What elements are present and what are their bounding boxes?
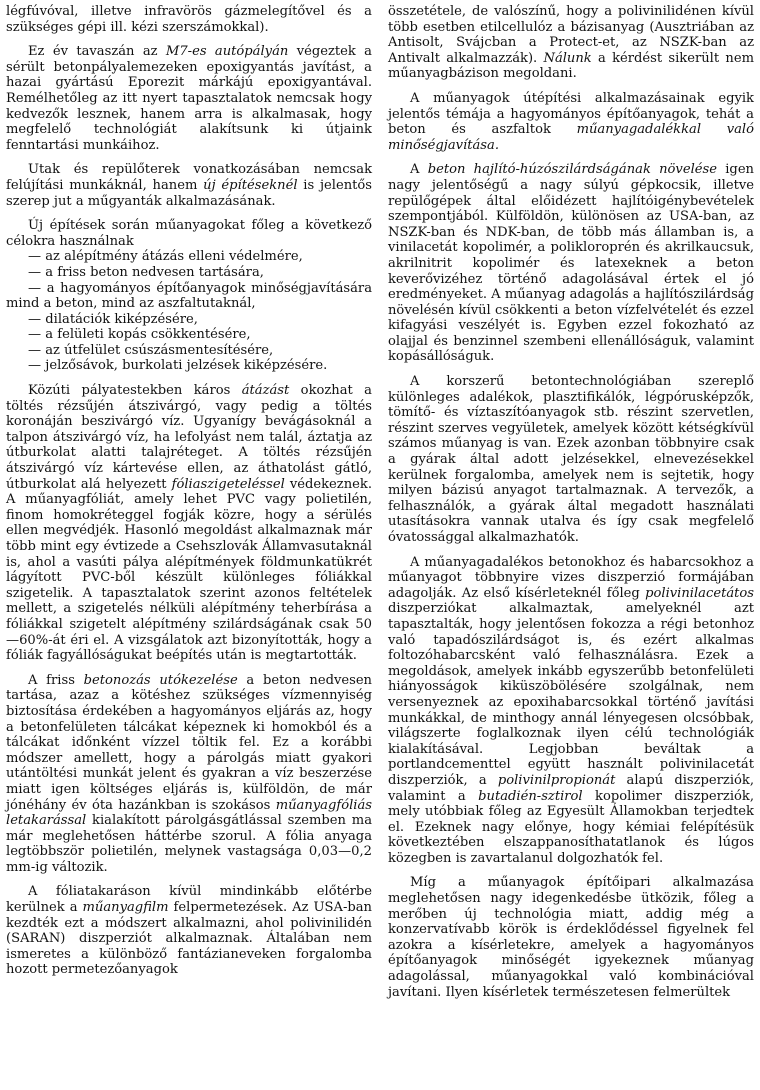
right-column xyxy=(388,4,754,1000)
list-item: — a friss beton nedvesen tartására, xyxy=(28,264,264,280)
paragraph-additives: A korszerű betontechnológiában szereplő különleges adalékok, plasztifikálók, légpórusképzők, tömítő- és víztaszítóanyagok stb. részint szervetlen, részint szerves vegyületek, amelyek között kétségkívül számos műanyag is van. Ezek azonban többnyire csak a gyárak által adott jelzésekkel, elnevezésekkel kerülnek forgalomba, amelyek nem is sejtetik, hogy milyen bázisú anyagot tartalmaznak. A tervezők, a felhasználók, a gyárak által megadott használati utasításokra vannak utalva és így csak megfelelő óvatossággal alkalmazhatók. xyxy=(388,374,754,545)
emphasis-new-construction: új építéseknél xyxy=(203,177,298,193)
paragraph-film-spraying: A fóliatakaráson kívül mindinkább előtérbe kerülnek a műanyagfilm felpermetezések. Az USA-ban kezdték ezt a módszert alkalmazni, ahol polivinilidén (SARAN) diszperziót alkalmaznak. Általában nem ismeretes a különböző fantázianeveken forgalomba hozott permetezőanyagok xyxy=(6,884,372,978)
list-item: — az útfelület csúszásmentesítésére, xyxy=(28,342,274,358)
paragraph-curing: A friss betonozás utókezelése a beton nedvesen tartása, azaz a kötéshez szükséges vízmennyiség biztosítása érdekében a hagyományos eljárás az, hogy a betonfelületen tálcákat képeznek ki homokból és a tálcákat időnként vízzel töltik fel. Ez a korábbi módszer amellett, hogy a párolgás miatt gyakori utántöltési munkát jelent és gyakran a víz beszerzése miatt igen költséges eljárás is, külföldön, de már jónéhány év óta hazánkban is szokásos műanyagfóliás letakarással kialakított párolgásgátlással szemben ma már meglehetősen háttérbe szorul. A fólia anyaga legtöbbször polietilén, melynek vastagsága 0,03—0,2 mm-ig változik. xyxy=(6,672,372,875)
list-item: — az alépítmény átázás elleni védelmére, xyxy=(28,249,303,265)
paragraph-soaking: Közúti pályatestekben káros átázást okozhat a töltés rézsűjén átszivárgó, vagy pedig a töltés koronáján beszivárgó víz. Ugyanígy bevágásoknál a talpon átszivárgó víz, ha lefolyást nem talál, áztatja az útburkolat alatti talajréteget. A töltés rézsűjén átszivárgó víz kártevése ellen, az áthatolást gátló, útburkolat alá helyezett fóliaszigeteléssel védekeznek. A műanyagfóliát, amely lehet PVC vagy polietilén, finom homokréteggel fogják közre, hogy a sérülés ellen megvédjék. Hasonló megoldást alkalmaznak már több mint egy évtizede a Csehszlovák Államvasutaknál is, ahol a vasúti pálya alépítmények földmunkatükrét lágyított PVC-ből készült különleges fóliákkal szigetelik. A tapasztalatok szerint azonos feltételek mellett, a szigetelés nélküli alépítmény teherbírása a fóliákkal szigetelt alépítmény szilárdságának csak 50—60%-át éri el. A vizsgálatok azt bizonyították, hogy a fóliák fagyállóságukat beépítés után is megtartották. xyxy=(6,383,372,664)
paragraph-m7: Ez év tavaszán az M7-es autópályán végeztek a sérült betonpályalemezeken epoxigyantás javítást, a hazai gyártású Eporezit márkájú epoxigyantával. Remélhetőleg az itt nyert tapasztalatok nemcsak hogy kedvezők lesznek, hanem arra is alkalmasak, hogy megfelelő technológiát alakítsunk ki útjaink fenntartási munkáihoz. xyxy=(6,44,372,153)
list-item: — a hagyományos építőanyagok minőségjavítására mind a beton, mind az aszfaltutaknál, xyxy=(6,280,372,312)
paragraph-continuation: légfúvóval, illetve infravörös gázmelegítővel és a szükséges gépi ill. kézi szerszámokkal). xyxy=(6,4,372,35)
list-item: — a felületi kopás csökkentésére, xyxy=(28,327,251,343)
list-item: — dilatációk kiképzésére, xyxy=(28,311,198,327)
two-column-layout xyxy=(6,4,754,1000)
left-column xyxy=(6,4,372,1000)
paragraph-dispersions: A műanyagadalékos betonokhoz és habarcsokhoz a műanyagot többnyire vizes diszperzió formájában adagolják. Az első kísérleteknél főleg polivinilacetátos diszperziókat alkalmaztak, amelyeknél azt tapasztalták, hogy jelentősen fokozza a régi betonhoz való tapadószilárdságot is, és ezért alkalmas foltozóhabarcsként való felhasználásra. Ezek a megoldások, amelyek inkább egyszerűbb betonfelületi hiányosságok kiküszöbölésére szolgálnak, nem versenyeznek az epoxihabarcsokkal történő javítási munkákkal, de minthogy annál lényegesen olcsóbbak, világszerte foglalkoznak ilyen célú technológiák kialakításával. Legjobban beváltak a portlandcementtel együtt használt polivinilacetát diszperziók, a polivinilpropionát alapú diszperziók, valamint a butadién-sztirol kopolimer diszperziók, mely utóbbiak főleg az Egyesült Államokban terjedtek el. Ezeknek nagy előnye, hogy kémiai felépítésük következtében elszappanosíthatatlanok és lúgos közegben is zavartalanul dolgozhatók fel. xyxy=(388,554,754,866)
paragraph-conservative: Míg a műanyagok építőipari alkalmazása meglehetősen nagy idegenkedésbe ütközik, főleg a merőben új technológia miatt, addig még a konzervatívabb körök is érdeklődéssel figyelnek fel azokra a kísérletekre, amelyek a hagyományos építőanyagok minőségét igyekeznek műanyag adagolással, műanyagokkal való kombinációval javítani. Ilyen kísérletek természetesen felmerültek xyxy=(388,875,754,1000)
paragraph-continuation: összetétele, de valószínű, hogy a polivinilidénen kívül több esetben etilcellulóz a bázisanyag (Ausztriában az Antisolt, Svájcban a Protect-et, az NSZK-ban az Antivalt alkalmazzák). Nálunk a kérdést sikerült nem műanyagbázison megoldani. xyxy=(388,4,754,82)
paragraph-quality-improvement: A műanyagok útépítési alkalmazásainak egyik jelentős témája a hagyományos építőanyagok, tehát a beton és aszfaltok műanyagadalékkal való minőségjavítása. xyxy=(388,90,755,153)
paragraph-new-construction: Utak és repülőterek vonatkozásában nemcsak felújítási munkáknál, hanem új építéseknél is jelentős szerep jut a műgyanták alkalmazásának. xyxy=(6,162,373,209)
emphasis-m7: M7-es autópályán xyxy=(165,44,289,60)
list-item: — jelzősávok, burkolati jelzések kiképzésére. xyxy=(28,358,328,374)
paragraph-flexural-strength: A beton hajlító-húzószilárdságának növelése igen nagy jelentőségű a nagy súlyú gépkocsik, illetve repülőgépek által előidézett hajlítóigénybevételek szempontjából. Külföldön, különösen az USA-ban, az NSZK-ban és NDK-ban, de több más államban is, a vinilacetát kopolimér, a polikloroprén és akrilkaucsuk, akrilnitrit kopolimér és latexeknek a beton keverővizéhez történő adagolásával értek el jó eredményeket. A műanyag adagolás a hajlítószilárdság növelésén kívül csökkenti a beton vízfelvételét és ezzel kifagyási veszélyét is. Egyben ezzel fokozható az olajjal és benzinnel szembeni ellenállóságuk, valamint kopásállóságuk. xyxy=(388,162,754,365)
paragraph-purposes-intro: Új építések során műanyagokat főleg a következő célokra használnak xyxy=(6,218,372,249)
